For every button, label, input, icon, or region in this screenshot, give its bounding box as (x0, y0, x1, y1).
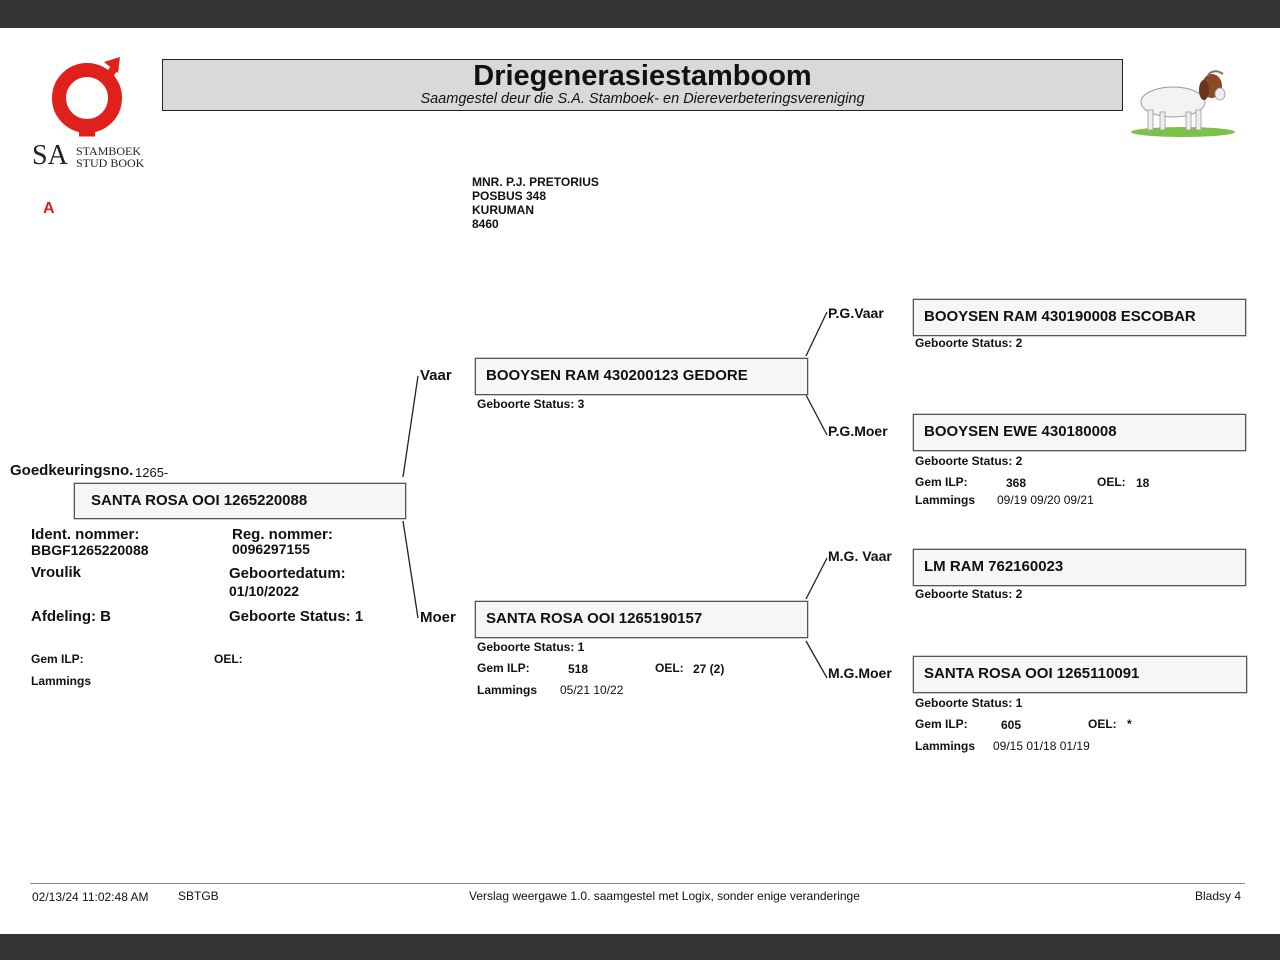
reg-label: Reg. nommer: (232, 526, 333, 543)
sire-status: Geboorte Status: 3 (477, 397, 585, 411)
pedigree-connectors (0, 28, 1280, 934)
mg-moer-oel-label: OEL: (1088, 717, 1117, 731)
title-box (162, 59, 1123, 111)
mg-moer-lammings-value: 09/15 01/18 01/19 (993, 739, 1090, 753)
dam-lammings-value: 05/21 10/22 (560, 683, 624, 697)
dam-status: Geboorte Status: 1 (477, 640, 585, 654)
footer-datetime: 02/13/24 11:02:48 AM (32, 890, 149, 904)
mg-moer-role-label: M.G.Moer (828, 665, 892, 681)
dam-gem-ilp-label: Gem ILP: (477, 661, 530, 675)
pg-moer-box (913, 414, 1246, 451)
birthdate-label: Geboortedatum: (229, 565, 346, 582)
afdeling-value: B (100, 608, 112, 625)
footer-page-number: Bladsy 4 (1195, 889, 1242, 903)
dam-oel-label: OEL: (655, 661, 684, 675)
sire-role-label: Vaar (420, 367, 452, 384)
page-subtitle: Saamgestel deur die S.A. Stamboek- en Diereverbeteringsvereniging (420, 91, 865, 107)
viewer-bottom-bar (0, 934, 1280, 960)
document-page (0, 28, 1280, 934)
afdeling-label: Afdeling: (31, 608, 96, 625)
goedkeuring-label: Goedkeuringsno. (10, 462, 134, 479)
footer-divider (30, 883, 1245, 884)
pg-vaar-name: BOOYSEN RAM 430190008 ESCOBAR (924, 308, 1196, 325)
logo-line1-text: STAMBOEK (76, 144, 142, 158)
owner-address (472, 175, 599, 231)
stamboek-logo (32, 56, 156, 171)
footer-note: Verslag weergawe 1.0. saamgestel met Logix, sonder enige veranderinge (469, 889, 860, 903)
pg-moer-status: Geboorte Status: 2 (915, 454, 1023, 468)
address-line1: MNR. P.J. PRETORIUS (472, 175, 599, 189)
dam-box (475, 601, 808, 638)
mg-moer-lammings-label: Lammings (915, 739, 976, 753)
goat-illustration (1128, 66, 1238, 138)
subject-gem-ilp-label: Gem ILP: (31, 652, 84, 666)
mg-vaar-name: LM RAM 762160023 (924, 558, 1064, 575)
ident-value: BBGF1265220088 (31, 542, 149, 558)
dam-lammings-label: Lammings (477, 683, 538, 697)
logo-sa-text: SA (32, 140, 68, 171)
pg-vaar-role-label: P.G.Vaar (828, 305, 884, 321)
logo-line2-text: STUD BOOK (76, 156, 145, 170)
subject-status-label: Geboorte Status: (229, 608, 351, 625)
dam-gem-ilp-value: 518 (568, 662, 589, 676)
reg-value: 0096297155 (232, 541, 310, 557)
dam-name: SANTA ROSA OOI 1265190157 (486, 610, 703, 627)
ident-label: Ident. nommer: (31, 526, 140, 543)
mg-vaar-box (913, 549, 1246, 586)
subject-animal-box (74, 483, 406, 519)
pg-moer-role-label: P.G.Moer (828, 423, 888, 439)
birthdate-value: 01/10/2022 (229, 583, 300, 599)
pg-moer-oel-value: 18 (1136, 476, 1150, 490)
mg-moer-gem-ilp-value: 605 (1001, 718, 1022, 732)
mg-moer-status: Geboorte Status: 1 (915, 696, 1023, 710)
subject-status-row (229, 608, 363, 625)
mg-moer-oel-value: * (1127, 717, 1132, 731)
goedkeuring-value: 1265- (135, 465, 169, 480)
viewer-top-bar (0, 0, 1280, 28)
subject-status-value: 1 (354, 608, 364, 625)
subject-oel-label: OEL: (214, 652, 243, 666)
pg-moer-gem-ilp-value: 368 (1006, 476, 1027, 490)
afdeling-row (31, 608, 111, 625)
subject-lammings-label: Lammings (31, 674, 92, 688)
pg-moer-lammings-label: Lammings (915, 493, 976, 507)
gender-symbol-icon (32, 56, 156, 141)
classification-mark: A (43, 200, 55, 217)
pg-moer-gem-ilp-label: Gem ILP: (915, 475, 968, 489)
sex-value: Vroulik (31, 564, 82, 581)
footer-code: SBTGB (178, 889, 219, 903)
address-line3: KURUMAN (472, 203, 534, 217)
address-line2: POSBUS 348 (472, 189, 547, 203)
address-line4: 8460 (472, 217, 499, 231)
sire-name: BOOYSEN RAM 430200123 GEDORE (486, 367, 748, 384)
pg-vaar-status: Geboorte Status: 2 (915, 336, 1023, 350)
pg-moer-oel-label: OEL: (1097, 475, 1126, 489)
mg-moer-box (913, 656, 1247, 693)
mg-moer-name: SANTA ROSA OOI 1265110091 (924, 665, 1140, 682)
pg-vaar-box (913, 299, 1246, 336)
dam-role-label: Moer (420, 609, 456, 626)
pg-moer-name: BOOYSEN EWE 430180008 (924, 423, 1117, 440)
mg-vaar-status: Geboorte Status: 2 (915, 587, 1023, 601)
page-title: Driegenerasiestamboom (473, 60, 812, 92)
pg-moer-lammings-value: 09/19 09/20 09/21 (997, 493, 1094, 507)
subject-animal-name: SANTA ROSA OOI 1265220088 (91, 492, 308, 509)
mg-vaar-role-label: M.G. Vaar (828, 548, 892, 564)
mg-moer-gem-ilp-label: Gem ILP: (915, 717, 968, 731)
sire-box (475, 358, 808, 395)
dam-oel-value: 27 (2) (693, 662, 725, 676)
